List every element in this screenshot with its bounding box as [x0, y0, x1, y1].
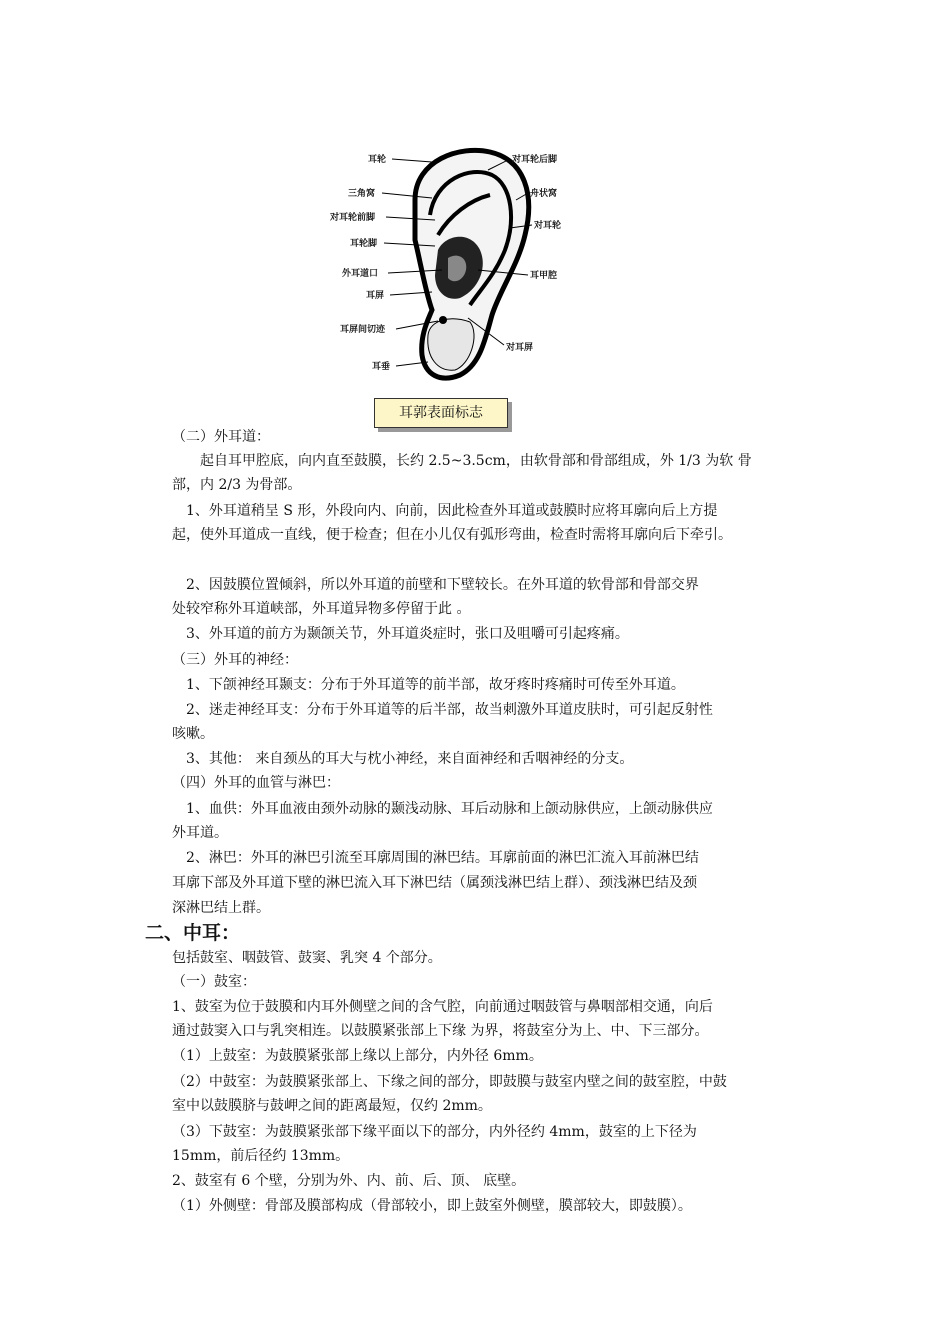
- label-posterior-crus: 对耳轮后脚: [512, 155, 558, 165]
- text-line: 耳廓下部及外耳道下壁的淋巴流入耳下淋巴结（属颈浅淋巴结上群）、颈浅淋巴结及颈: [172, 875, 697, 891]
- text-line: （一）鼓室：: [172, 974, 256, 990]
- text-line: 包括鼓室、咽鼓管、鼓窦、乳突 4 个部分。: [172, 950, 442, 966]
- label-triangular-fossa: 三角窝: [348, 189, 376, 199]
- text-line: 3、外耳道的前方为颞颌关节，外耳道炎症时，张口及咀嚼可引起疼痛。: [172, 626, 629, 642]
- text-line: （2）中鼓室：为鼓膜紧张部上、下缘之间的部分，即鼓膜与鼓室内壁之间的鼓室腔，中鼓: [172, 1074, 727, 1090]
- section-heading: 二、中耳：: [145, 922, 241, 944]
- label-tragus: 耳屏: [366, 291, 385, 301]
- text-line: （三）外耳的神经：: [172, 652, 298, 668]
- label-helix: 耳轮: [368, 155, 387, 165]
- text-line: 15mm，前后径约 13mm。: [172, 1148, 350, 1164]
- text-line: 1、血供：外耳血液由颈外动脉的颞浅动脉、耳后动脉和上颌动脉供应，上颌动脉供应: [172, 801, 713, 817]
- label-intertragic-notch: 耳屏间切迹: [340, 325, 386, 335]
- label-antitragus: 对耳屏: [506, 343, 534, 353]
- text-line: 外耳道。: [172, 825, 228, 841]
- auricle-figure: [320, 140, 600, 390]
- text-line: 处较窄称外耳道峡部，外耳道异物多停留于此 。: [172, 601, 471, 617]
- figure-caption: 耳郭表面标志: [374, 398, 508, 428]
- text-line: 部，内 2/3 为骨部。: [172, 477, 302, 493]
- text-line: 2、迷走神经耳支：分布于外耳道等的后半部，故当刺激外耳道皮肤时，可引起反射性: [172, 702, 713, 718]
- text-line: 2、淋巴：外耳的淋巴引流至耳廓周围的淋巴结。耳廓前面的淋巴汇流入耳前淋巴结: [172, 850, 699, 866]
- text-line: 1、外耳道稍呈 S 形，外段向内、向前，因此检查外耳道或鼓膜时应将耳廓向后上方提: [172, 503, 718, 519]
- text-line: 通过鼓窦入口与乳突相连。以鼓膜紧张部上下缘 为界，将鼓室分为上、中、下三部分。: [172, 1023, 709, 1039]
- text-line: 咳嗽。: [172, 726, 214, 742]
- label-scaphoid-fossa: 舟状窝: [530, 189, 558, 199]
- text-line: （二）外耳道：: [172, 429, 270, 445]
- text-line: （四）外耳的血管与淋巴：: [172, 775, 340, 791]
- label-lobule: 耳垂: [372, 362, 391, 372]
- text-line: （3）下鼓室：为鼓膜紧张部下缘平面以下的部分，内外径约 4mm，鼓室的上下径为: [172, 1124, 697, 1140]
- label-helix-crus: 耳轮脚: [350, 239, 378, 249]
- text-line: 1、鼓室为位于鼓膜和内耳外侧壁之间的含气腔，向前通过咽鼓管与鼻咽部相交通，向后: [172, 999, 713, 1015]
- ear-diagram: [320, 140, 600, 390]
- text-line: （1）外侧壁：骨部及膜部构成（骨部较小，即上鼓室外侧壁，膜部较大，即鼓膜）。: [172, 1198, 692, 1214]
- text-line: 2、鼓室有 6 个壁，分别为外、内、前、后、顶、 底壁。: [172, 1173, 526, 1189]
- text-line: 3、其他： 来自颈丛的耳大与枕小神经，来自面神经和舌咽神经的分支。: [172, 751, 634, 767]
- label-meatus-opening: 外耳道口: [342, 269, 379, 279]
- text-line: （1）上鼓室：为鼓膜紧张部上缘以上部分，内外径 6mm。: [172, 1048, 543, 1064]
- text-line: 起，使外耳道成一直线，便于检查；但在小儿仅有弧形弯曲，检查时需将耳廓向后下牵引。: [172, 527, 732, 543]
- text-line: 室中以鼓膜脐与鼓岬之间的距离最短，仅约 2mm。: [172, 1098, 492, 1114]
- label-antihelix: 对耳轮: [534, 221, 562, 231]
- text-line: 1、下颌神经耳颞支：分布于外耳道等的前半部，故牙疼时疼痛时可传至外耳道。: [172, 677, 685, 693]
- text-line: 深淋巴结上群。: [172, 900, 270, 916]
- text-line: 2、因鼓膜位置倾斜，所以外耳道的前壁和下壁较长。在外耳道的软骨部和骨部交界: [172, 577, 699, 593]
- label-cavum-conchae: 耳甲腔: [530, 271, 558, 281]
- label-anterior-crus: 对耳轮前脚: [330, 213, 376, 223]
- text-line: 起自耳甲腔底，向内直至鼓膜，长约 2.5~3.5cm，由软骨部和骨部组成，外 1/3 为软 骨: [172, 453, 752, 469]
